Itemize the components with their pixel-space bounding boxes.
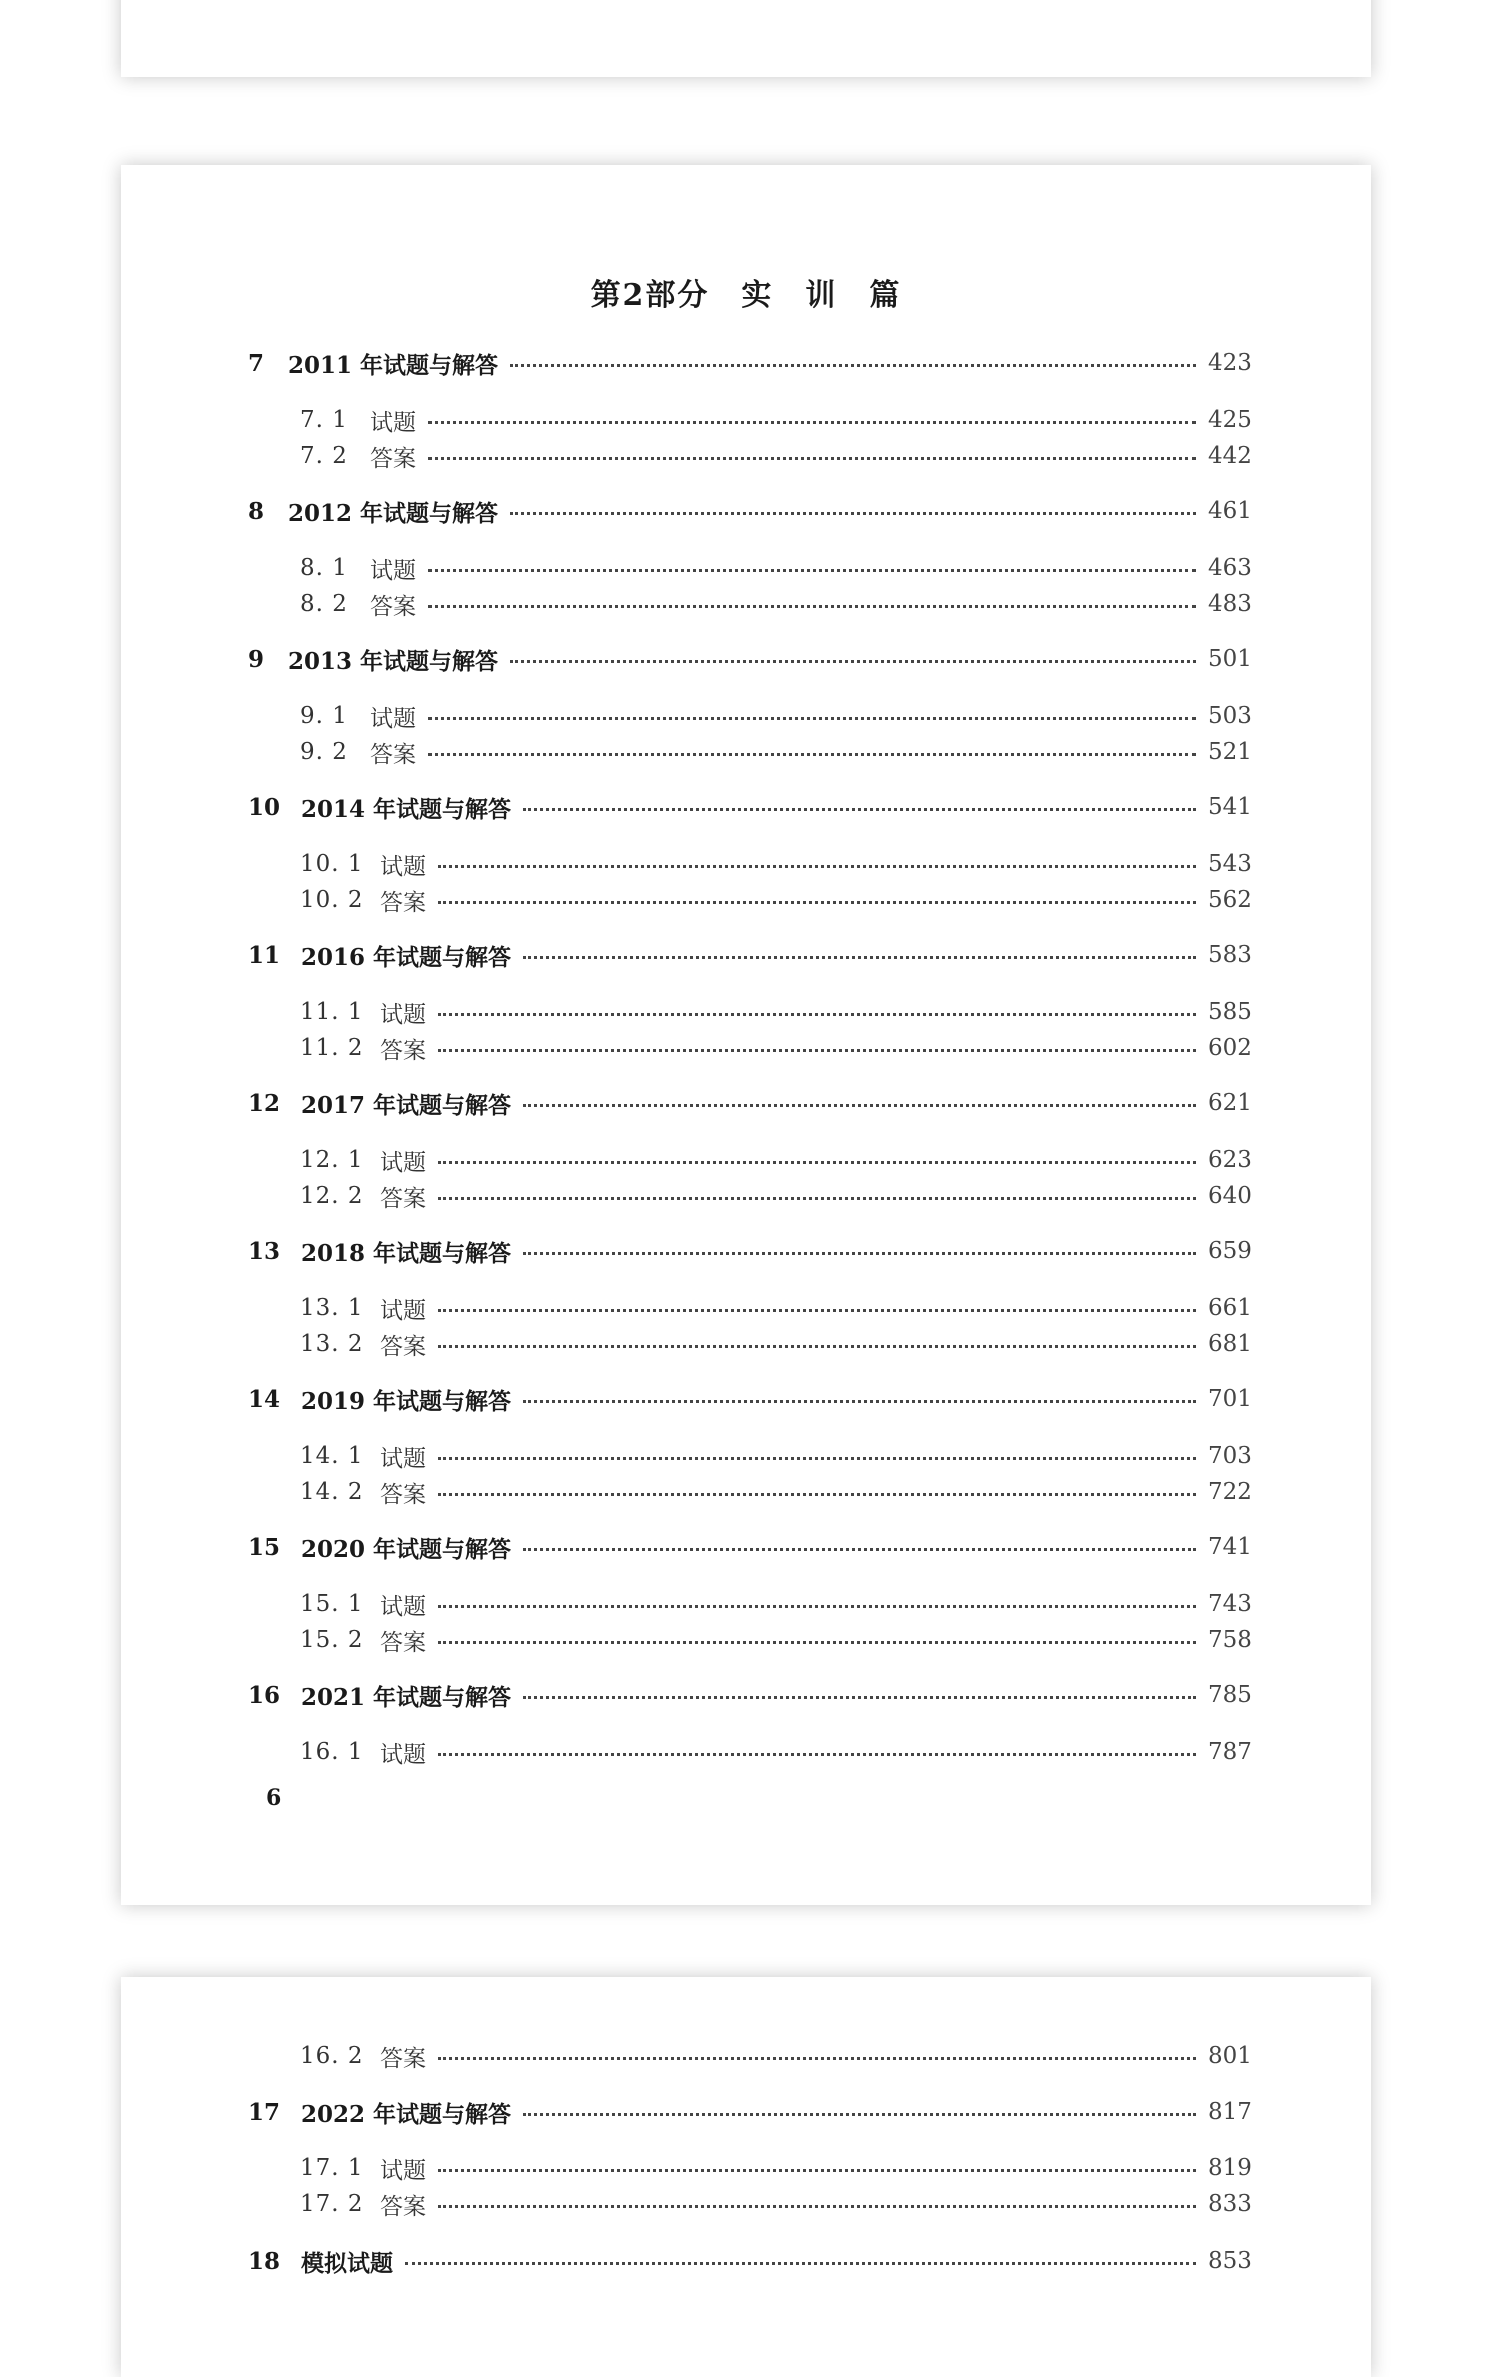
dot-leader [523, 1696, 1196, 1699]
toc-entry-number: 10. 1 [300, 851, 364, 877]
toc-entry-title: 试题 [380, 853, 426, 880]
toc-section-entry[interactable] [248, 1586, 1252, 1622]
dot-leader [438, 1197, 1196, 1200]
toc-chapter-entry[interactable] [248, 789, 1252, 825]
dot-leader [438, 1345, 1196, 1348]
toc-entry-page: 661 [1208, 1295, 1252, 1321]
toc-section-entry[interactable] [248, 1734, 1252, 1770]
toc-chapter-entry[interactable] [248, 493, 1252, 529]
toc-chapter-entry[interactable] [248, 2243, 1252, 2279]
toc-section-entry[interactable] [248, 1326, 1252, 1362]
toc-entry-page: 463 [1208, 555, 1252, 581]
toc-chapter-entry[interactable] [248, 2094, 1252, 2130]
toc-entry-number: 15 [248, 1533, 281, 1561]
toc-entry-page: 583 [1208, 942, 1252, 968]
toc-entry-number: 16. 2 [300, 2043, 364, 2069]
toc-entry-number: 16. 1 [300, 1739, 364, 1765]
toc-entry-number: 16 [248, 1681, 281, 1709]
toc-section-entry[interactable] [248, 2186, 1252, 2222]
toc-entry-number: 14. 1 [300, 1443, 364, 1469]
toc-entry-page: 501 [1208, 646, 1252, 672]
toc-entry-title: 试题 [380, 1741, 426, 1768]
toc-entry-number: 10 [248, 793, 281, 821]
dot-leader [428, 569, 1196, 572]
toc-entry-title: 2013 年试题与解答 [288, 647, 499, 675]
toc-section-entry[interactable] [248, 1474, 1252, 1510]
dot-leader [510, 364, 1196, 367]
dot-leader [428, 753, 1196, 756]
toc-entry-title: 答案 [380, 1185, 426, 1212]
toc-entry-number: 9. 1 [300, 703, 348, 729]
toc-entry-number: 13. 2 [300, 1331, 364, 1357]
toc-entry-title: 2022 年试题与解答 [301, 2100, 512, 2128]
dot-leader [438, 1013, 1196, 1016]
toc-section-entry[interactable] [248, 994, 1252, 1030]
toc-chapter-entry[interactable] [248, 1085, 1252, 1121]
toc-entry-number: 7. 1 [300, 407, 348, 433]
toc-section-entry[interactable] [248, 734, 1252, 770]
toc-section-entry[interactable] [248, 2150, 1252, 2186]
dot-leader [405, 2262, 1196, 2265]
toc-entry-page: 817 [1208, 2099, 1252, 2125]
next-toc-page [121, 1977, 1371, 2377]
toc-entry-page: 785 [1208, 1682, 1252, 1708]
dot-leader [438, 1049, 1196, 1052]
toc-entry-page: 722 [1208, 1479, 1252, 1505]
toc-entry-number: 17. 2 [300, 2191, 364, 2217]
toc-chapter-entry[interactable] [248, 641, 1252, 677]
dot-leader [438, 1641, 1196, 1644]
toc-entry-page: 701 [1208, 1386, 1252, 1412]
toc-entry-title: 2016 年试题与解答 [301, 943, 512, 971]
toc-entry-page: 640 [1208, 1183, 1252, 1209]
toc-entry-page: 681 [1208, 1331, 1252, 1357]
toc-entry-number: 13. 1 [300, 1295, 364, 1321]
toc-entry-title: 试题 [380, 1149, 426, 1176]
dot-leader [523, 1548, 1196, 1551]
toc-entry-number: 14. 2 [300, 1479, 364, 1505]
dot-leader [438, 1309, 1196, 1312]
dot-leader [428, 717, 1196, 720]
toc-entry-number: 17 [248, 2098, 281, 2126]
dot-leader [523, 1400, 1196, 1403]
toc-entry-title: 试题 [380, 1445, 426, 1472]
toc-entry-title: 2017 年试题与解答 [301, 1091, 512, 1119]
part-title: 第2部分 实 训 篇 [590, 278, 902, 313]
toc-section-entry[interactable] [248, 1622, 1252, 1658]
toc-entry-title: 答案 [380, 1333, 426, 1360]
toc-section-entry[interactable] [248, 550, 1252, 586]
toc-entry-title: 试题 [380, 1297, 426, 1324]
toc-entry-title: 试题 [370, 409, 416, 436]
toc-entry-number: 7. 2 [300, 443, 348, 469]
toc-entry-title: 答案 [370, 741, 416, 768]
dot-leader [523, 1104, 1196, 1107]
toc-entry-page: 425 [1208, 407, 1252, 433]
dot-leader [523, 956, 1196, 959]
dot-leader [510, 660, 1196, 663]
toc-entry-page: 833 [1208, 2191, 1252, 2217]
toc-entry-page: 562 [1208, 887, 1252, 913]
toc-section-entry[interactable] [248, 1290, 1252, 1326]
toc-entry-title: 答案 [370, 445, 416, 472]
dot-leader [523, 808, 1196, 811]
toc-entry-title: 答案 [380, 889, 426, 916]
toc-entry-number: 8 [248, 497, 265, 525]
toc-entry-title: 答案 [380, 2045, 426, 2072]
toc-entry-page: 801 [1208, 2043, 1252, 2069]
dot-leader [438, 901, 1196, 904]
toc-chapter-entry[interactable] [248, 1233, 1252, 1269]
toc-section-entry[interactable] [248, 846, 1252, 882]
toc-entry-title: 2011 年试题与解答 [288, 351, 499, 379]
dot-leader [438, 1161, 1196, 1164]
dot-leader [438, 1605, 1196, 1608]
toc-entry-page: 503 [1208, 703, 1252, 729]
toc-entry-number: 15. 1 [300, 1591, 364, 1617]
previous-page-sheet [121, 0, 1371, 77]
dot-leader [438, 2205, 1196, 2208]
toc-entry-number: 18 [248, 2247, 281, 2275]
toc-entry-page: 423 [1208, 350, 1252, 376]
toc-section-entry[interactable] [248, 2038, 1252, 2074]
toc-entry-page: 621 [1208, 1090, 1252, 1116]
toc-section-entry[interactable] [248, 438, 1252, 474]
dot-leader [438, 2169, 1196, 2172]
dot-leader [438, 1753, 1196, 1756]
toc-entry-number: 17. 1 [300, 2155, 364, 2181]
toc-chapter-entry[interactable] [248, 937, 1252, 973]
toc-section-entry[interactable] [248, 402, 1252, 438]
toc-list [121, 165, 1371, 1905]
toc-entry-number: 8. 1 [300, 555, 348, 581]
dot-leader [523, 2113, 1196, 2116]
dot-leader [438, 865, 1196, 868]
toc-entry-title: 答案 [380, 2193, 426, 2220]
dot-leader [438, 2057, 1196, 2060]
toc-entry-number: 11 [248, 941, 281, 969]
toc-entry-number: 15. 2 [300, 1627, 364, 1653]
toc-entry-page: 703 [1208, 1443, 1252, 1469]
toc-entry-page: 521 [1208, 739, 1252, 765]
toc-section-entry[interactable] [248, 1438, 1252, 1474]
toc-entry-number: 13 [248, 1237, 281, 1265]
page-number: 6 [266, 1785, 282, 1811]
toc-entry-number: 11. 1 [300, 999, 364, 1025]
toc-entry-page: 543 [1208, 851, 1252, 877]
toc-entry-page: 585 [1208, 999, 1252, 1025]
toc-entry-number: 10. 2 [300, 887, 364, 913]
toc-entry-number: 9. 2 [300, 739, 348, 765]
dot-leader [438, 1493, 1196, 1496]
toc-list-continued [121, 1977, 1371, 2377]
toc-entry-number: 12. 2 [300, 1183, 364, 1209]
toc-section-entry[interactable] [248, 1178, 1252, 1214]
toc-entry-number: 12. 1 [300, 1147, 364, 1173]
toc-entry-title: 试题 [380, 2157, 426, 2184]
toc-entry-title: 试题 [370, 705, 416, 732]
toc-entry-page: 483 [1208, 591, 1252, 617]
toc-entry-page: 461 [1208, 498, 1252, 524]
toc-entry-page: 602 [1208, 1035, 1252, 1061]
toc-chapter-entry[interactable] [248, 345, 1252, 381]
toc-page [121, 165, 1371, 1905]
toc-entry-title: 2019 年试题与解答 [301, 1387, 512, 1415]
toc-chapter-entry[interactable] [248, 1381, 1252, 1417]
toc-section-entry[interactable] [248, 882, 1252, 918]
toc-entry-title: 试题 [380, 1593, 426, 1620]
toc-entry-page: 659 [1208, 1238, 1252, 1264]
toc-section-entry[interactable] [248, 586, 1252, 622]
toc-entry-title: 试题 [380, 1001, 426, 1028]
toc-entry-title: 模拟试题 [301, 2249, 393, 2277]
toc-entry-title: 答案 [370, 593, 416, 620]
toc-entry-title: 2014 年试题与解答 [301, 795, 512, 823]
dot-leader [438, 1457, 1196, 1460]
toc-entry-number: 7 [248, 349, 265, 377]
toc-entry-title: 答案 [380, 1629, 426, 1656]
toc-entry-page: 787 [1208, 1739, 1252, 1765]
toc-entry-page: 853 [1208, 2248, 1252, 2274]
toc-entry-page: 541 [1208, 794, 1252, 820]
dot-leader [428, 457, 1196, 460]
toc-chapter-entry[interactable] [248, 1677, 1252, 1713]
toc-section-entry[interactable] [248, 1142, 1252, 1178]
toc-entry-number: 11. 2 [300, 1035, 364, 1061]
toc-entry-page: 741 [1208, 1534, 1252, 1560]
toc-entry-title: 答案 [380, 1037, 426, 1064]
toc-entry-page: 623 [1208, 1147, 1252, 1173]
toc-entry-title: 2018 年试题与解答 [301, 1239, 512, 1267]
toc-entry-title: 试题 [370, 557, 416, 584]
toc-entry-number: 8. 2 [300, 591, 348, 617]
toc-section-entry[interactable] [248, 698, 1252, 734]
toc-entry-page: 743 [1208, 1591, 1252, 1617]
dot-leader [523, 1252, 1196, 1255]
toc-entry-title: 2021 年试题与解答 [301, 1683, 512, 1711]
toc-entry-page: 819 [1208, 2155, 1252, 2181]
toc-entry-page: 758 [1208, 1627, 1252, 1653]
toc-entry-title: 答案 [380, 1481, 426, 1508]
toc-entry-page: 442 [1208, 443, 1252, 469]
toc-section-entry[interactable] [248, 1030, 1252, 1066]
toc-chapter-entry[interactable] [248, 1529, 1252, 1565]
toc-entry-number: 12 [248, 1089, 281, 1117]
dot-leader [428, 421, 1196, 424]
dot-leader [510, 512, 1196, 515]
toc-entry-title: 2012 年试题与解答 [288, 499, 499, 527]
toc-entry-number: 14 [248, 1385, 281, 1413]
dot-leader [428, 605, 1196, 608]
toc-entry-number: 9 [248, 645, 265, 673]
toc-entry-title: 2020 年试题与解答 [301, 1535, 512, 1563]
